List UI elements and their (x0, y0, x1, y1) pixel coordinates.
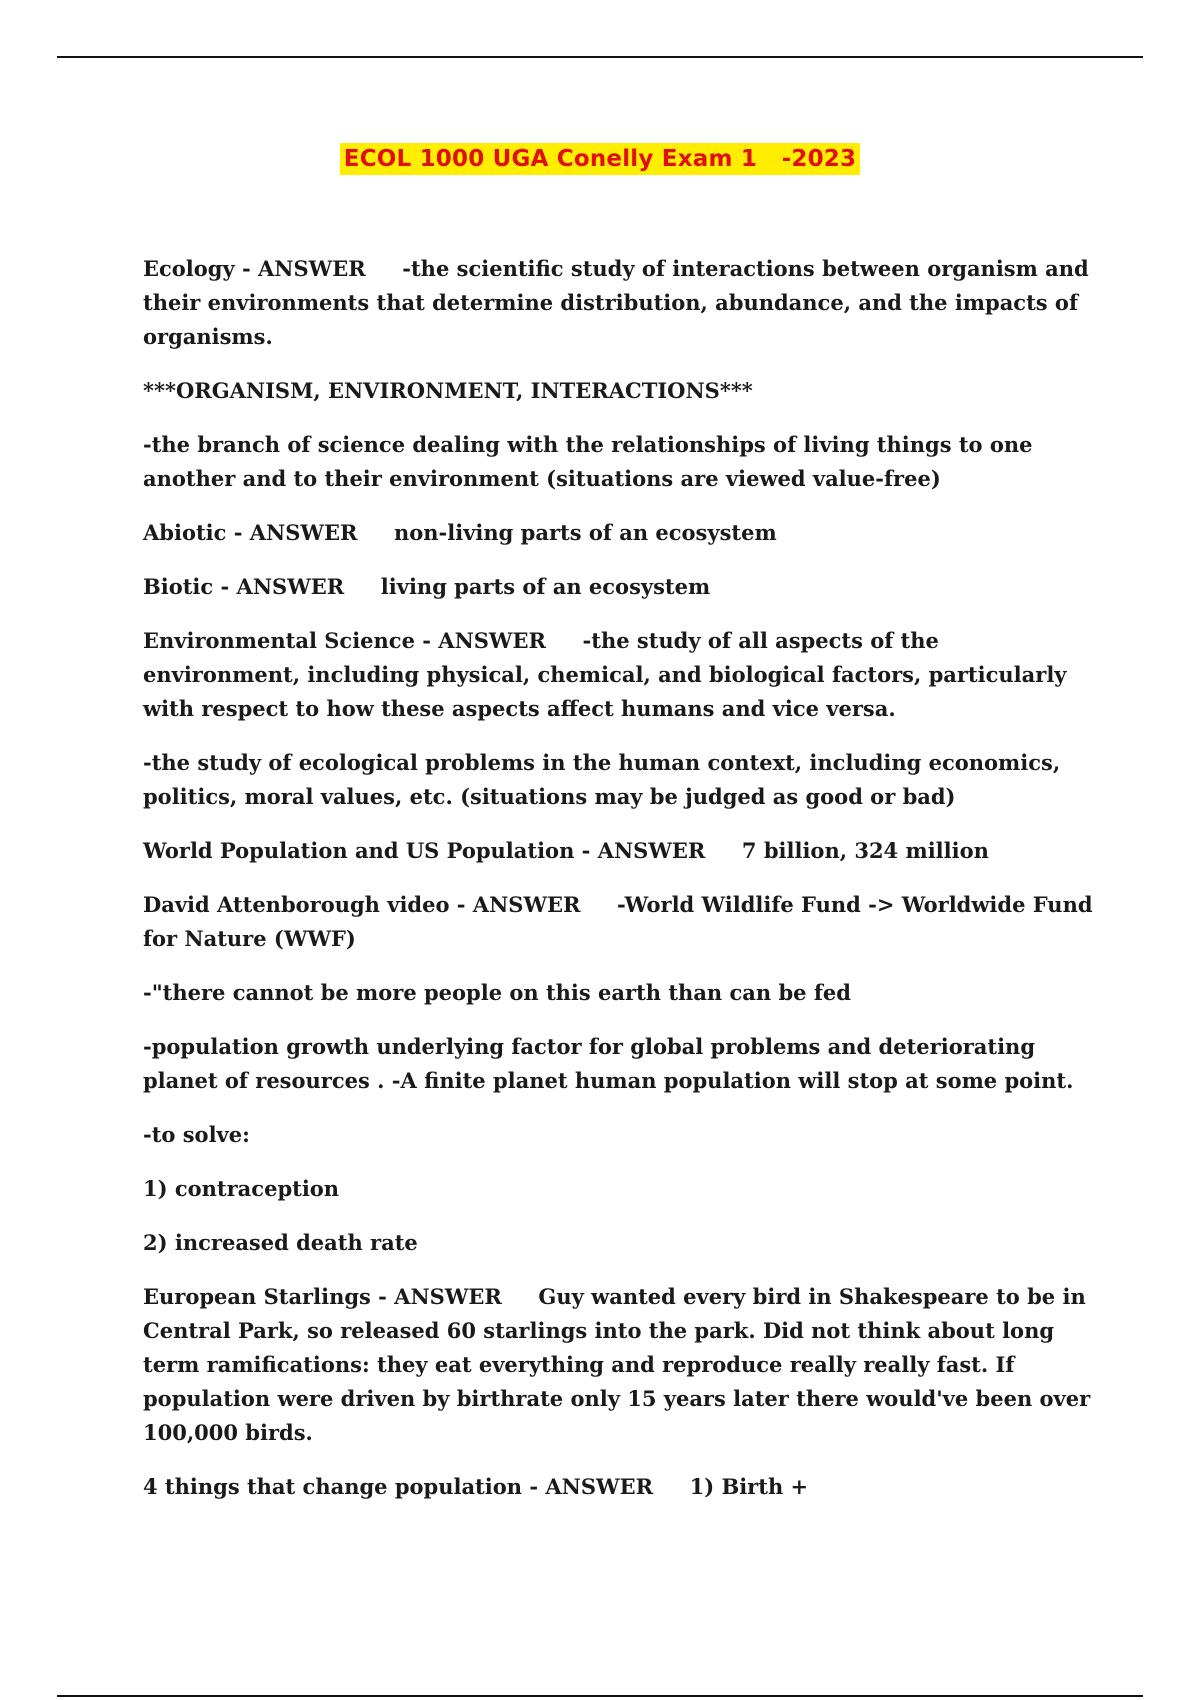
paragraph-starlings: European Starlings - ANSWER Guy wanted every bird in Shakespeare to be in Central Park, so released 60 starlings into the park. Did not think about long term ramifications: they eat everything and reproduce really really fast. If population were driven by birthrate only 15 years later there would've been over 100,000 birds. (143, 1284, 1098, 1445)
paragraph-contraception: 1) contraception (143, 1176, 340, 1201)
paragraph-ecological-problems: -the study of ecological problems in the human context, including economics, politics, moral values, etc. (situations may be judged as good or bad) (143, 750, 1068, 809)
paragraph-world-population: World Population and US Population - ANSWER 7 billion, 324 million (143, 838, 989, 863)
paragraph-biotic: Biotic - ANSWER living parts of an ecosystem (143, 574, 711, 599)
paragraph-population-change: 4 things that change population - ANSWER 1) Birth + (143, 1474, 809, 1499)
paragraph-population-growth: -population growth underlying factor for global problems and deteriorating planet of resources . -A finite planet human population will stop at some point. (143, 1034, 1074, 1093)
paragraph-abiotic: Abiotic - ANSWER non-living parts of an ecosystem (143, 520, 777, 545)
paragraph-keywords: ***ORGANISM, ENVIRONMENT, INTERACTIONS*** (143, 378, 753, 403)
paragraph-attenborough: David Attenborough video - ANSWER -World Wildlife Fund -> Worldwide Fund for Nature (WWF) (143, 892, 1100, 951)
bottom-rule (57, 1695, 1143, 1697)
paragraph-to-solve: -to solve: (143, 1122, 250, 1147)
document-title: ECOL 1000 UGA Conelly Exam 1 -2023 (340, 143, 860, 175)
paragraph-death-rate: 2) increased death rate (143, 1230, 418, 1255)
top-rule (57, 56, 1143, 58)
title-container (0, 143, 1200, 175)
paragraph-ecology-branch: -the branch of science dealing with the relationships of living things to one another and to their environment (situations are viewed value-free) (143, 432, 1040, 491)
document-body (143, 252, 1098, 1524)
paragraph-ecology: Ecology - ANSWER -the scientific study of interactions between organism and their environments that determine distribution, abundance, and the impacts of organisms. (143, 256, 1097, 349)
paragraph-environmental-science: Environmental Science - ANSWER -the study of all aspects of the environment, including physical, chemical, and biological factors, particularly with respect to how these aspects affect humans and vice versa. (143, 628, 1074, 721)
paragraph-quote: -"there cannot be more people on this earth than can be fed (143, 980, 851, 1005)
